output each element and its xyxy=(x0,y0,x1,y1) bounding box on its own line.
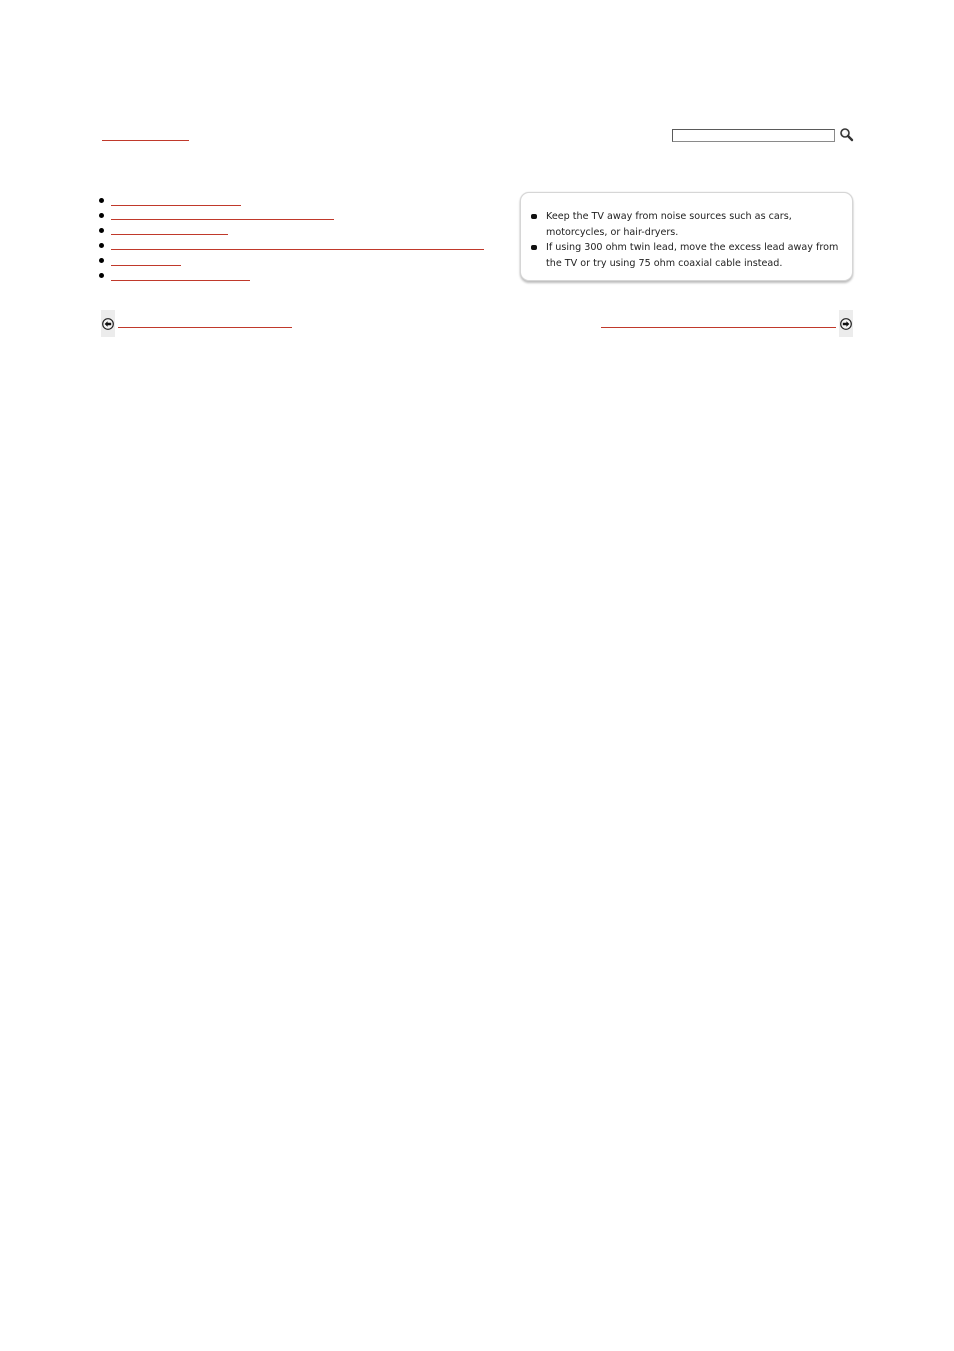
next-page-link[interactable] xyxy=(601,327,836,328)
toc-bullet xyxy=(99,243,104,248)
prev-page-button[interactable] xyxy=(101,310,115,337)
breadcrumb-link[interactable] xyxy=(102,140,189,141)
arrow-left-icon xyxy=(102,318,114,330)
toc-bullet xyxy=(99,258,104,263)
tip-text: Keep the TV away from noise sources such as cars, motorcycles, or hair-dryers. xyxy=(546,211,792,238)
toc-bullet xyxy=(99,198,104,203)
bullet-icon xyxy=(531,245,537,250)
toc-link[interactable] xyxy=(111,205,241,206)
magnifier-icon xyxy=(839,127,854,142)
arrow-right-icon xyxy=(840,318,852,330)
prev-page-link[interactable] xyxy=(118,327,292,328)
next-page-button[interactable] xyxy=(839,310,853,337)
toc-link[interactable] xyxy=(111,280,250,281)
search-button[interactable] xyxy=(839,127,854,142)
tip-item xyxy=(531,209,846,240)
search-input[interactable] xyxy=(672,129,835,142)
toc-link[interactable] xyxy=(111,249,484,250)
toc-bullet xyxy=(99,213,104,218)
toc-bullet xyxy=(99,273,104,278)
toc-link[interactable] xyxy=(111,265,181,266)
tip-item xyxy=(531,240,846,271)
toc-bullet xyxy=(99,228,104,233)
toc-link[interactable] xyxy=(111,219,334,220)
tip-box xyxy=(520,192,853,281)
toc-link[interactable] xyxy=(111,234,228,235)
bullet-icon xyxy=(531,214,537,219)
tip-list xyxy=(531,209,846,271)
tip-text: If using 300 ohm twin lead, move the excess lead away from the TV or try using 75 ohm coaxial cable instead. xyxy=(546,242,839,269)
